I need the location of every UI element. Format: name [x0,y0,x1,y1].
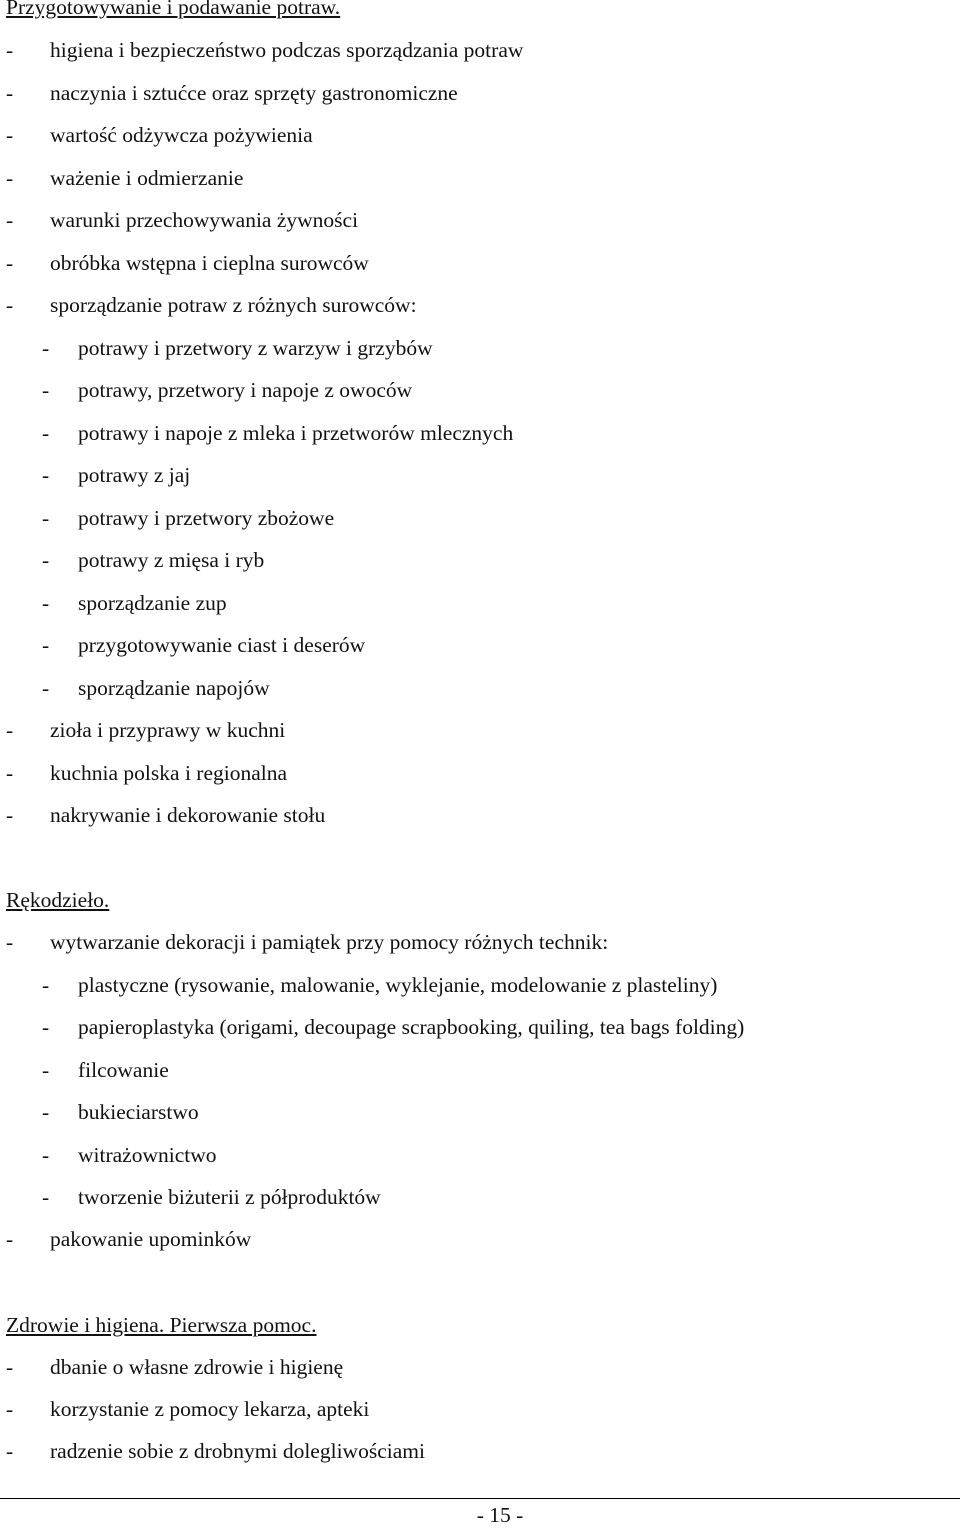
list-item-text: naczynia i sztućce oraz sprzęty gastronomiczne [50,81,458,105]
list-item-text: potrawy i przetwory zbożowe [78,506,335,530]
list-item-text: plastyczne (rysowanie, malowanie, wyklejanie, modelowanie z plasteliny) [78,973,718,997]
list-item-text: ważenie i odmierzanie [50,166,244,190]
list-item-text: sporządzanie potraw z różnych surowców: [50,293,417,317]
list-item-text: wartość odżywcza pożywienia [50,123,313,147]
list-item-text: witrażownictwo [78,1143,217,1167]
list-item-text: potrawy z jaj [78,463,191,487]
list-item-text: potrawy i napoje z mleka i przetworów mlecznych [78,421,514,445]
list-item-text: pakowanie upominków [50,1227,252,1251]
list-item-text: filcowanie [78,1058,169,1082]
list-item-text: higiena i bezpieczeństwo podczas sporządzania potraw [50,38,524,62]
list-item-text: kuchnia polska i regionalna [50,761,288,785]
list-item-text: dbanie o własne zdrowie i higienę [50,1355,344,1379]
list-item-text: potrawy, przetwory i napoje z owoców [78,378,413,402]
list-item-text: przygotowywanie ciast i deserów [78,633,366,657]
list-item-text: wytwarzanie dekoracji i pamiątek przy pomocy różnych technik: [50,930,609,954]
list-item-text: warunki przechowywania żywności [50,208,359,232]
list-item-text: sporządzanie napojów [78,676,270,700]
list-item-text: radzenie sobie z drobnymi dolegliwościami [50,1439,425,1463]
page-number: - 15 - [476,1503,524,1527]
section-heading-cooking: Przygotowywanie i podawanie potraw. [6,0,341,19]
list-item-text: obróbka wstępna i cieplna surowców [50,251,369,275]
list-item-text: bukieciarstwo [78,1100,199,1124]
list-item-text: zioła i przyprawy w kuchni [50,718,286,742]
section-heading-health: Zdrowie i higiena. Pierwsza pomoc. [6,1313,317,1337]
footer-divider [0,1498,960,1499]
list-item-text: potrawy i przetwory z warzyw i grzybów [78,336,433,360]
list-item-text: potrawy z mięsa i ryb [78,548,265,572]
list-item-text: sporządzanie zup [78,591,227,615]
list-item-text: korzystanie z pomocy lekarza, apteki [50,1397,370,1421]
list-item-text: papieroplastyka (origami, decoupage scrapbooking, quiling, tea bags folding) [78,1015,745,1039]
section-heading-handicraft: Rękodzieło. [6,888,110,912]
list-item-text: nakrywanie i dekorowanie stołu [50,803,326,827]
list-item-text: tworzenie biżuterii z półproduktów [78,1185,381,1209]
